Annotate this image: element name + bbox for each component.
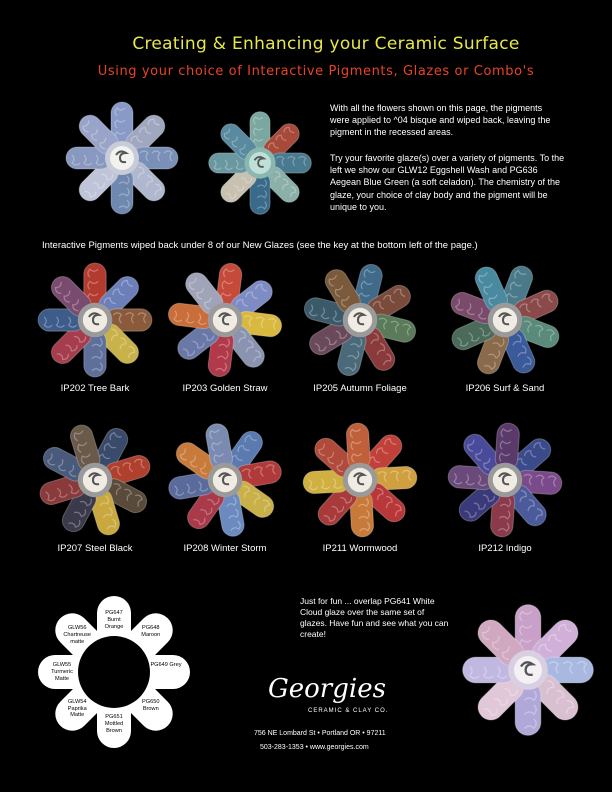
flower-center-disc	[493, 308, 517, 332]
flower-sample	[299, 419, 421, 541]
intro-paragraph-2: Try your favorite glaze(s) over a variety of pigments. To the left we show our GLW12 Eggshell Wash and PG636 Aegean Blue Green (a soft celadon). The chemistry of the glaze, your choice of clay body and the pigment will be unique to you.	[330, 153, 565, 212]
company-address: 756 NE Lombard St • Portland OR • 97211	[254, 730, 386, 737]
flower-sample	[164, 419, 286, 541]
company-tagline: CERAMIC & CLAY CO.	[308, 708, 389, 714]
key-petal-label: PG647 Burnt Orange	[104, 610, 124, 630]
intro-paragraph-1: With all the flowers shown on this page, the pigments were applied to ^04 bisque and wiped back, leaving the pigment in the recessed areas.	[330, 103, 551, 138]
key-petal-label: GLW54 Paprika Matte	[67, 698, 87, 719]
top-flower-eggshell	[62, 98, 182, 218]
key-petal-label: PG648 Maroon	[141, 625, 161, 639]
flower-caption: IP205 Autumn Foliage	[313, 383, 407, 394]
fun-flower	[458, 600, 598, 740]
flower-caption: IP202 Tree Bark	[60, 383, 130, 394]
key-center	[78, 636, 150, 708]
flower-sample	[299, 259, 421, 381]
key-petal-label: PG650 Brown	[142, 698, 160, 712]
flower-caption: IP207 Steel Black	[57, 543, 133, 554]
flower-sample	[444, 259, 566, 381]
key-petal-label: PG649 Grey	[150, 662, 182, 668]
flower-center-disc	[83, 468, 107, 492]
flower-center-disc	[213, 468, 237, 492]
flower-sample	[444, 419, 566, 541]
key-petal-label: PG651 Mottled Brown	[104, 714, 124, 734]
key-petal-label: GLW56 Chartreuse matte	[63, 625, 92, 645]
company-contact: 503-283-1353 • www.georgies.com	[260, 744, 369, 751]
flower-center-disc	[493, 468, 517, 492]
flower-center-disc	[249, 152, 271, 174]
flower-center-disc	[348, 468, 372, 492]
flower-center-disc	[213, 308, 237, 332]
flower-sample	[164, 259, 286, 381]
fun-note: Just for fun ... overlap PG641 White Cloud glaze over the same set of glazes. Have fun and see what you can create!	[300, 596, 449, 639]
key-petal-label: GLW55 Turmeric Matte	[51, 662, 73, 682]
page-title: Creating & Enhancing your Ceramic Surface	[132, 34, 520, 54]
flower-caption: IP211 Wormwood	[322, 543, 398, 554]
flower-sample	[34, 259, 156, 381]
flower-center-disc	[83, 308, 107, 332]
flower-caption: IP212 Indigo	[478, 543, 532, 554]
flower-center-disc	[110, 146, 134, 170]
top-flower-aegean	[205, 108, 315, 218]
flower-caption: IP206 Surf & Sand	[465, 383, 545, 394]
flower-caption: IP208 Winter Storm	[183, 543, 267, 554]
flower-caption: IP203 Golden Straw	[182, 383, 268, 394]
flower-center-disc	[348, 308, 372, 332]
flower-sample	[34, 419, 156, 541]
page-subtitle: Using your choice of Interactive Pigments, Glazes or Combo's	[97, 64, 535, 79]
section-caption: Interactive Pigments wiped back under 8 of our New Glazes (see the key at the bottom left of the page.)	[42, 240, 478, 251]
company-logo: Georgies	[268, 674, 386, 704]
